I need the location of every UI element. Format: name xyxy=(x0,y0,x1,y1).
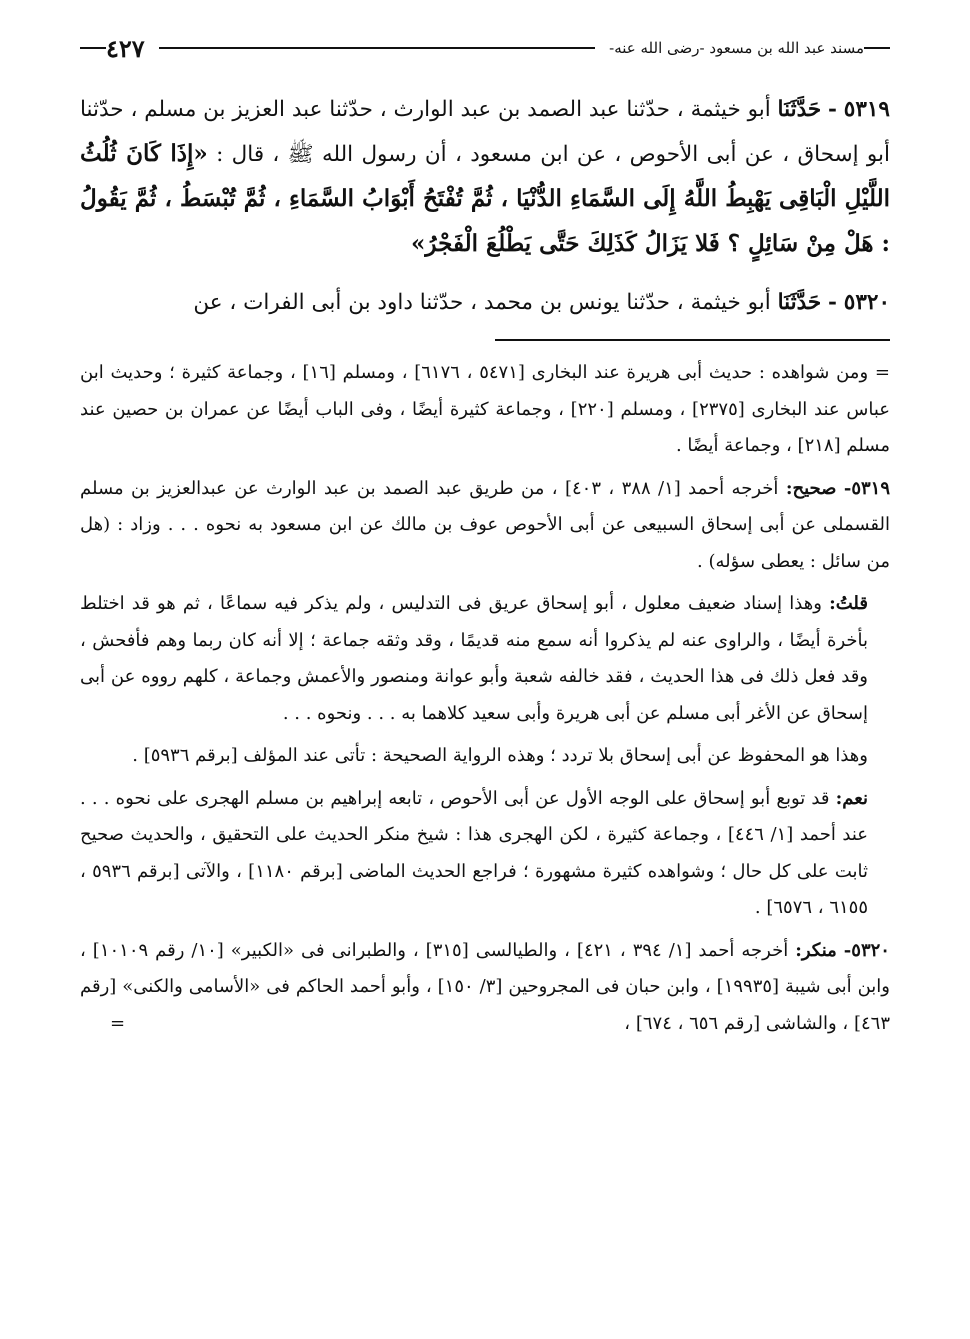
footnote-grade: صحيح: xyxy=(785,477,837,499)
footnote-5320 xyxy=(80,933,890,1043)
header-rule-right xyxy=(864,47,890,49)
hadith-5319 xyxy=(80,88,890,267)
hadith-isnad: أبو خيثمة ، حدّثنا يونس بن محمد ، حدّثنا داود بن أبى الفرات ، عن xyxy=(193,290,771,315)
continuation-mark: = xyxy=(874,362,890,383)
running-header xyxy=(80,28,890,68)
footnote-naam xyxy=(80,781,890,927)
footnotes xyxy=(80,355,890,1042)
header-rule-left xyxy=(80,47,106,49)
naam-label: نعم: xyxy=(835,787,868,809)
hadith-isnad: أبو خيثمة ، حدّثنا عبد الصمد بن عبد الوارث ، حدّثنا عبد العزيز بن مسلم ، حدّثنا أبو إسحاق ، عن أبى الأحوص ، عن ابن مسعود ، أن رسول الله ﷺ ، قال : xyxy=(80,97,890,167)
qultu-label: قلتُ: xyxy=(829,593,868,614)
footnote-text: وهذا إسناد ضعيف معلول ، أبو إسحاق عريق فى التدليس ، ولم يذكر فيه سماعًا ، ثم هو قد اختلط بأخرة أيضًا ، والراوى عنه لم يذكروا أنه سمع منه قديمًا ، وقد وثقه جماعة ؛ إلا أنه كان ربما وهم فأفحش ، وقد فعل ذلك فى هذا الحديث ، فقد خالفه شعبة وأبو عوانة ومنصور والأعمش وجماعة ، كلهم رووه عن أبى إسحاق عن الأغر أبى مسلم عن أبى هريرة وأبى سعيد كلاهما به . . . ونحوه . . . xyxy=(80,593,868,724)
footnote-text: ومن شواهده : حديث أبى هريرة عند البخارى [٥٤٧١ ، ٦١٧٦] ، ومسلم [١٦] ، وجماعة كثيرة ؛ وحديث ابن عباس عند البخارى [٢٣٧٥] ، ومسلم [٢٢٠] ، وجماعة كثيرة أيضًا ، وفى الباب أيضًا عن عمران بن حصين عند مسلم [٢١٨] ، وجماعة أيضًا . xyxy=(80,362,891,456)
footnote-text: قد توبع أبو إسحاق على الوجه الأول عن أبى الأحوص ، تابعه إبراهيم بن مسلم الهجرى على نحوه . . . عند أحمد [١/ ٤٤٦] ، وجماعة كثيرة ، لكن الهجرى هذا : شيخ منكر الحديث على التحقيق ، والحديث صحيح ثابت على كل حال ؛ وشواهده كثيرة مشهورة ؛ فراجع الحديث الماضى [برقم ١١٨٠] ، والآتى [برقم ٥٩٣٦ ، ٦١٥٥ ، ٦٥٧٦] . xyxy=(80,787,869,918)
footnote-5319 xyxy=(80,471,890,581)
hadith-number: ٥٣٢٠ xyxy=(843,290,890,315)
footnote-number: ٥٣٢٠- xyxy=(843,939,890,961)
footnote-mahfouz xyxy=(80,738,890,775)
hadith-5320 xyxy=(80,281,890,325)
footnote-text: وهذا هو المحفوظ عن أبى إسحاق بلا تردد ؛ وهذه الرواية الصحيحة : تأتى عند المؤلف [برقم ٥٩٣٦] . xyxy=(132,745,868,766)
hadith-dash: - xyxy=(828,290,837,315)
footnote-text: أخرجه أحمد [١/ ٣٩٤ ، ٤٢١] ، والطيالسى [٣١٥] ، والطبرانى فى «الكبير» [١٠/ رقم ١٠١٠٩] ، وابن أبى شيبة [١٩٩٣٥] ، وابن حبان فى المجروحين [٣/ ١٥٠] ، وأبو أحمد الحاكم فى «الأسامى والكنى» [رقم ٤٦٣] ، والشاشى [رقم ٦٥٦ ، ٦٧٤] ، xyxy=(80,939,890,1034)
footnote-number: ٥٣١٩- xyxy=(843,477,890,499)
page-number: ٤٢٧ xyxy=(106,33,145,63)
continuation-mark: = xyxy=(110,1012,126,1034)
hadith-dash: - xyxy=(828,97,837,122)
hadith-opening-word: حَدَّثَنَا xyxy=(777,97,822,122)
hadith-matn: «إِذَا كَانَ ثُلُثُ اللَّيْلِ الْبَاقِى يَهْبِطُ اللَّهُ إِلَى السَّمَاءِ الدُّنْيَا ، ثُمَّ تُفْتَحُ أَبْوَابُ السَّمَاءِ ، ثُمَّ تُبْسَطُ ، ثُمَّ يَقُولُ : هَلْ مِنْ سَائِلٍ ؟ فَلا يَزَالُ كَذَلِكَ حَتَّى يَطْلُعَ الْفَجْرُ» xyxy=(80,140,890,257)
book-title: مسند عبد الله بن مسعود -رضى الله عنه- xyxy=(609,39,864,57)
footnote-continuation xyxy=(80,355,890,465)
footnote-divider xyxy=(495,339,890,341)
page xyxy=(80,28,890,1048)
footnote-grade: منكر: xyxy=(795,939,837,961)
hadith-number: ٥٣١٩ xyxy=(843,97,890,122)
footnote-text: أخرجه أحمد [١/ ٣٨٨ ، ٤٠٣] ، من طريق عبد الصمد بن عبد الوارث عن عبدالعزيز بن مسلم القسملى عن أبى إسحاق السبيعى عن أبى الأحوص عوف بن مالك عن ابن مسعود به نحوه . . . وزاد : (هل من سائل : يعطى سؤله) . xyxy=(80,477,890,572)
header-rule xyxy=(159,47,595,49)
footnote-qultu xyxy=(80,586,890,732)
hadith-opening-word: حَدَّثَنَا xyxy=(777,290,822,315)
main-text xyxy=(80,88,890,325)
